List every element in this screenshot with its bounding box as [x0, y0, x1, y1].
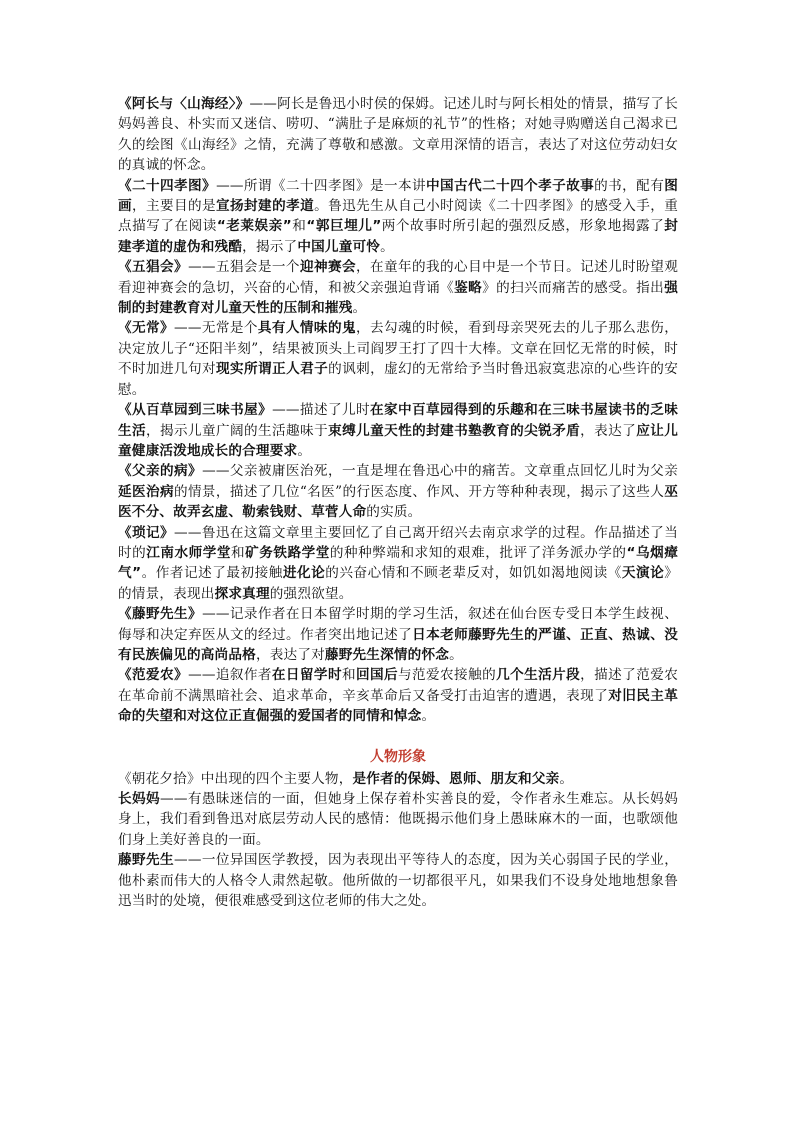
- section-title: 人物形象: [370, 748, 426, 765]
- body-text: ——所谓《二十四孝图》是一本讲: [216, 177, 427, 194]
- bold-text: 探求真理: [214, 585, 270, 602]
- body-text: ——鲁迅在这篇文章里主要回忆了自己离开绍兴去南京求学的过程。作品描述了当时的: [118, 524, 678, 561]
- body-text: ——描述了儿时: [272, 402, 370, 419]
- bold-text: 束缚儿童天性的封建书塾教育的尖锐矛盾: [328, 422, 581, 439]
- bold-text: 具有人情味的鬼: [257, 320, 356, 337]
- work-title: 《五猖会》: [118, 259, 189, 276]
- body-text: ，揭示儿童广阔的生活趣味于: [146, 422, 329, 439]
- characters-intro: [118, 769, 678, 789]
- body-text: 》的情景，表现出: [118, 565, 678, 602]
- bold-text: 在家中百草园得到的乐趣和在三味书屋读书的乏味生活: [118, 402, 678, 439]
- body-text: 的强烈欲望。: [269, 585, 353, 602]
- body-text: 的书，配有: [594, 177, 665, 194]
- body-text: 。: [352, 300, 367, 317]
- work-entry: [118, 604, 678, 665]
- body-text: 的种种弊端和求知的艰难，批评了洋务派办学的: [329, 544, 627, 561]
- work-title: 《父亲的病》: [118, 463, 203, 480]
- bold-text: 中国古代二十四个孝子故事: [426, 177, 595, 194]
- character-entry: [118, 850, 678, 911]
- bold-text: 对旧民主革命的失望和对这位正直倔强的爱国者的同情和悼念: [118, 687, 679, 725]
- bold-text: 日本老师藤野先生的严谨、正直、热诚、没有民族偏见的高尚品格: [118, 626, 678, 663]
- work-entry: [118, 665, 678, 726]
- bold-text: 藤野先生深情的怀念: [324, 646, 450, 663]
- body-text: ——五猖会是一个: [188, 259, 300, 276]
- body-text: ，去勾魂的时候，看到母亲哭死去的儿子那么悲伤，决定放儿子“还阳半刻”，结果被顶头上司阎罗王打了四十大棒。文章在回忆无常的时候，时不时加进几句对: [118, 320, 678, 378]
- work-entry: [118, 176, 678, 258]
- bold-text: “郭巨埋儿”: [306, 218, 382, 235]
- bold-text: 是作者的保姆、恩师、朋友和父亲: [352, 770, 560, 787]
- work-title: 《范爱农》: [118, 667, 189, 684]
- work-title: 《从百草园到三味书屋》: [118, 402, 273, 419]
- bold-text: 延医治病: [118, 483, 174, 500]
- bold-text: 天演论: [621, 565, 665, 582]
- body-text: ，表达了对: [255, 646, 325, 663]
- work-entry: [118, 257, 678, 318]
- body-text: ——有愚昧迷信的一面，但她身上保存着朴实善良的爱，令作者永生难忘。从长妈妈身上，我们看到鲁迅对底层劳动人民的感情：他既揭示他们身上愚昧麻木的一面，也歌颂他们身上美好善良的一面。: [118, 791, 678, 848]
- bold-text: 封建孝道的虚伪和残酷: [118, 218, 678, 255]
- character-entry: [118, 789, 678, 850]
- bold-text: 迎神赛会: [299, 259, 356, 276]
- work-entry: [118, 94, 678, 176]
- bold-text: 几个生活片段: [496, 667, 581, 684]
- body-text: ，在童年的我的心目中是一个节日。记述儿时盼望观看迎神赛会的急切，兴奋的心情，和被父亲强迫背诵《: [118, 259, 678, 296]
- work-title: 《二十四孝图》: [118, 177, 217, 194]
- bold-text: 强制的封建教育对儿童天性的压制和摧残: [118, 279, 678, 317]
- bold-text: “乌烟瘴气”: [118, 544, 678, 582]
- body-text: ，表达了: [580, 422, 637, 439]
- work-title: 《琐记》: [118, 524, 175, 541]
- body-text: 。鲁迅先生从自己小时阅读《二十四孝图》的感受入手，重点描写了在阅读: [118, 198, 679, 235]
- bold-text: 回国后: [355, 667, 399, 684]
- bold-text: 鉴略: [454, 279, 483, 296]
- work-entry: [118, 523, 678, 605]
- body-text: 的情景，描述了几位“名医”的行医态度、作风、开方等种种表现，揭示了这些人: [173, 483, 665, 500]
- body-text: ，主要目的是: [132, 198, 217, 215]
- body-text: 。: [380, 238, 394, 255]
- body-text: ——追叙作者: [188, 667, 272, 684]
- bold-text: 进化论: [282, 565, 326, 582]
- body-text: 和: [231, 544, 246, 561]
- work-entry: [118, 318, 678, 400]
- body-text: ——无常是个: [174, 320, 258, 337]
- bold-text: 巫医不分、故弄玄虚、勒索钱财、草菅人命: [118, 483, 678, 521]
- body-text: ，描述了范爱农在革命前不满黑暗社会、追求革命，辛亥革命后又备受打击迫害的遭遇，表现了: [118, 667, 679, 704]
- document-page: [118, 94, 678, 911]
- body-text: 《朝花夕拾》中出现的四个主要人物，: [118, 770, 353, 787]
- body-text: ——阿长是鲁迅小时侯的保姆。记述儿时与阿长相处的情景，描写了长妈妈善良、朴实而又迷信、唠叨、“满肚子是麻烦的礼节”的性格；对她寻购赠送自己渴求已久的绘图《山海经》之情，充满了尊敬和感激。文章用深情的语言，表达了对这位劳动妇女的真诚的怀念。: [118, 96, 679, 174]
- body-text: ——一位异国医学教授，因为表现出平等待人的态度，因为关心弱国子民的学业，他朴素而伟大的人格令人肃然起敬。他所做的一切都很平凡，如果我们不设身处地地想象鲁迅当时的处境，便很难感受到这位老师的伟大之处。: [118, 852, 678, 910]
- bold-text: 在日留学时: [271, 667, 342, 684]
- body-text: 和: [341, 667, 356, 684]
- work-entry: [118, 461, 678, 522]
- body-text: 的兴奋心情和不顾老辈反对，如饥如渴地阅读《: [325, 565, 622, 582]
- body-text: 两个故事时所引起的强烈反感，形象地揭露了: [381, 218, 665, 235]
- body-text: 》的扫兴而痛苦的感受。指出: [482, 279, 665, 296]
- body-text: 。: [297, 442, 312, 459]
- bold-text: 矿务铁路学堂: [245, 544, 330, 561]
- bold-text: 江南水师学堂: [146, 544, 231, 561]
- body-text: ——父亲被庸医治死，一直是埋在鲁迅心中的痛苦。文章重点回忆儿时为父亲: [202, 463, 678, 480]
- work-title: 《藤野先生》: [118, 606, 203, 623]
- work-title: 《阿长与〈山海经〉》: [118, 96, 250, 112]
- bold-text: 现实所谓正人君子: [216, 361, 329, 378]
- body-text: 。: [559, 770, 574, 787]
- body-text: 的讽刺，虚幻的无常给予当时鲁迅寂寞悲凉的心些许的安慰。: [118, 361, 679, 398]
- work-title: 《无常》: [118, 320, 175, 337]
- body-text: 的实质。: [366, 504, 422, 521]
- bold-text: “老莱娱亲”: [216, 218, 292, 235]
- character-name: 藤野先生: [118, 852, 175, 869]
- body-text: 。作者记述了最初接触: [141, 565, 283, 582]
- body-text: 与范爱农接触的: [398, 667, 497, 684]
- bold-text: 中国儿童可怜: [297, 238, 381, 255]
- bold-text: 宣扬封建的孝道: [216, 198, 315, 215]
- bold-text: 应让儿童健康活泼地成长的合理要求: [118, 422, 678, 459]
- body-text: ，揭示了: [242, 238, 298, 255]
- body-text: ——记录作者在日本留学时期的学习生活，叙述在仙台医专受日本学生歧视、侮辱和决定弃医从文的经过。作者突出地记述了: [118, 606, 678, 643]
- works-list: [118, 94, 678, 727]
- body-text: 和: [291, 218, 307, 235]
- body-text: 。: [449, 646, 463, 663]
- work-entry: [118, 400, 678, 461]
- body-text: 。: [421, 708, 436, 725]
- character-name: 长妈妈: [118, 791, 161, 807]
- bold-text: 图画: [118, 177, 679, 215]
